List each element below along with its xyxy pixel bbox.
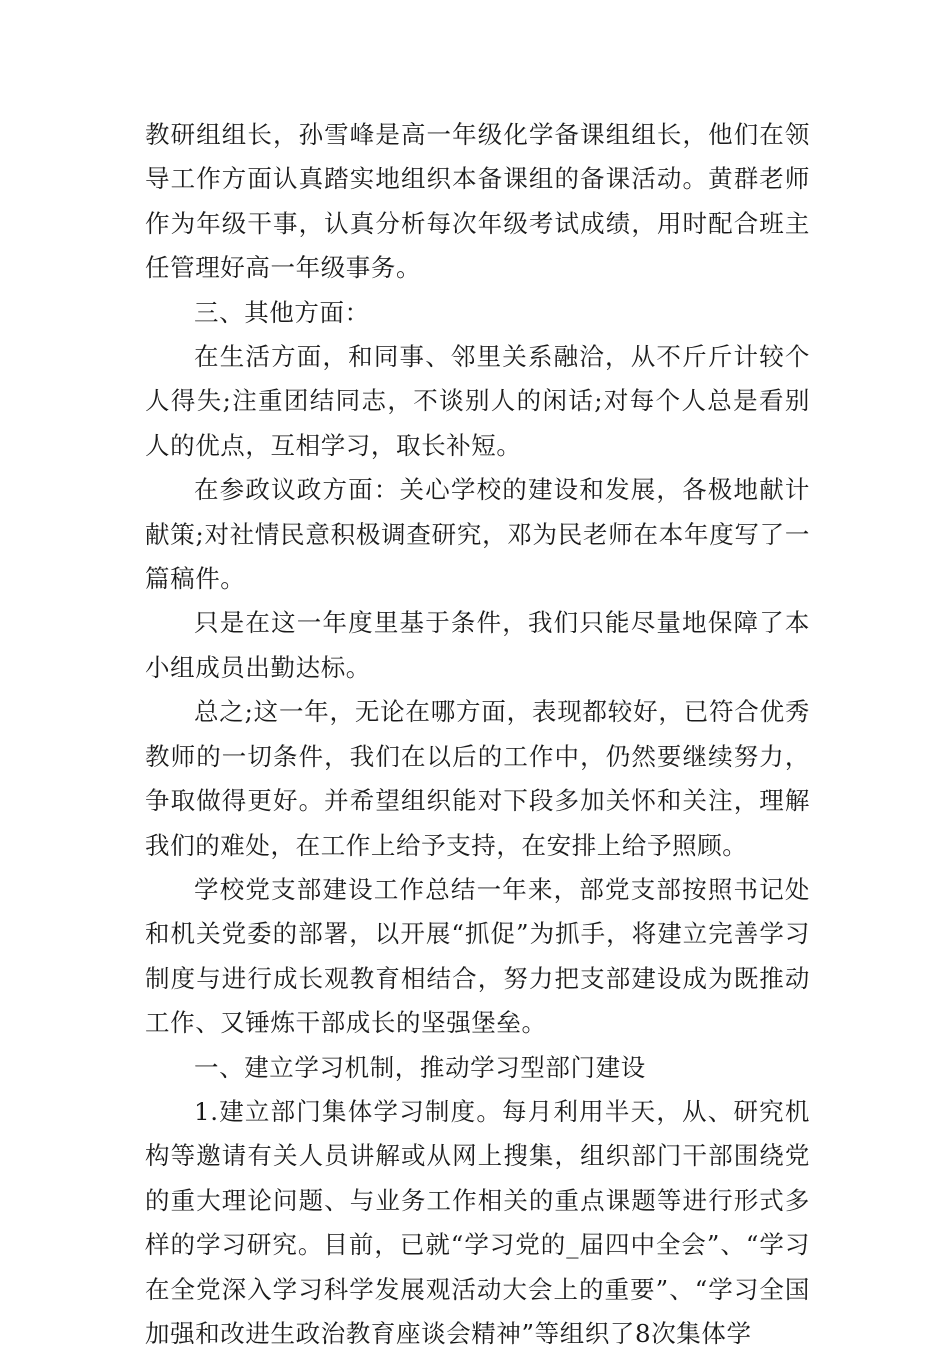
paragraph-life-aspect: 在生活方面，和同事、邻里关系融洽，从不斤斤计较个人得失;注重团结同志，不谈别人的闲话;对每个人总是看别人的优点，互相学习，取长补短。 [145, 342, 810, 460]
paragraph-attendance: 只是在这一年度里基于条件，我们只能尽量地保障了本小组成员出勤达标。 [145, 608, 810, 682]
paragraph-collective-study: 1.建立部门集体学习制度。每月利用半天，从、研究机构等邀请有关人员讲解或从网上搜集，组织部门干部围绕党的重大理论问题、与业务工作相关的重点课题等进行形式多样的学习研究。目前，已就“学习党的_届四中全会”、“学习在全党深入学习科学发展观活动大会上的重要”、“学习全国加强和改进生政治教育座谈会精神”等组织了8次集体学 [145, 1096, 810, 1348]
paragraph-summary: 总之;这一年，无论在哪方面，表现都较好，已符合优秀教师的一切条件，我们在以后的工作中，仍然要继续努力，争取做得更好。并希望组织能对下段多加关怀和关注，理解我们的难处，在工作上给予支持，在安排上给予照顾。 [145, 697, 810, 860]
paragraph-political-participation: 在参政议政方面：关心学校的建设和发展，各极地献计献策;对社情民意积极调查研究，邓为民老师在本年度写了一篇稿件。 [145, 475, 810, 594]
section-heading-other-aspects: 三、其他方面： [194, 297, 370, 327]
document-body [145, 113, 810, 1356]
paragraph-continuation: 教研组组长，孙雪峰是高一年级化学备课组组长，他们在领导工作方面认真踏实地组织本备课组的备课活动。黄群老师作为年级干事，认真分析每次年级考试成绩，用时配合班主任管理好高一年级事务。 [145, 120, 810, 283]
section-heading-learning-mechanism: 一、建立学习机制，推动学习型部门建设 [194, 1052, 646, 1082]
paragraph-party-branch-intro: 学校党支部建设工作总结一年来，部党支部按照书记处和机关党委的部署，以开展“抓促”为抓手，将建立完善学习制度与进行成长观教育相结合，努力把支部建设成为既推动工作、又锤炼干部成长的坚强堡垒。 [145, 874, 810, 1038]
